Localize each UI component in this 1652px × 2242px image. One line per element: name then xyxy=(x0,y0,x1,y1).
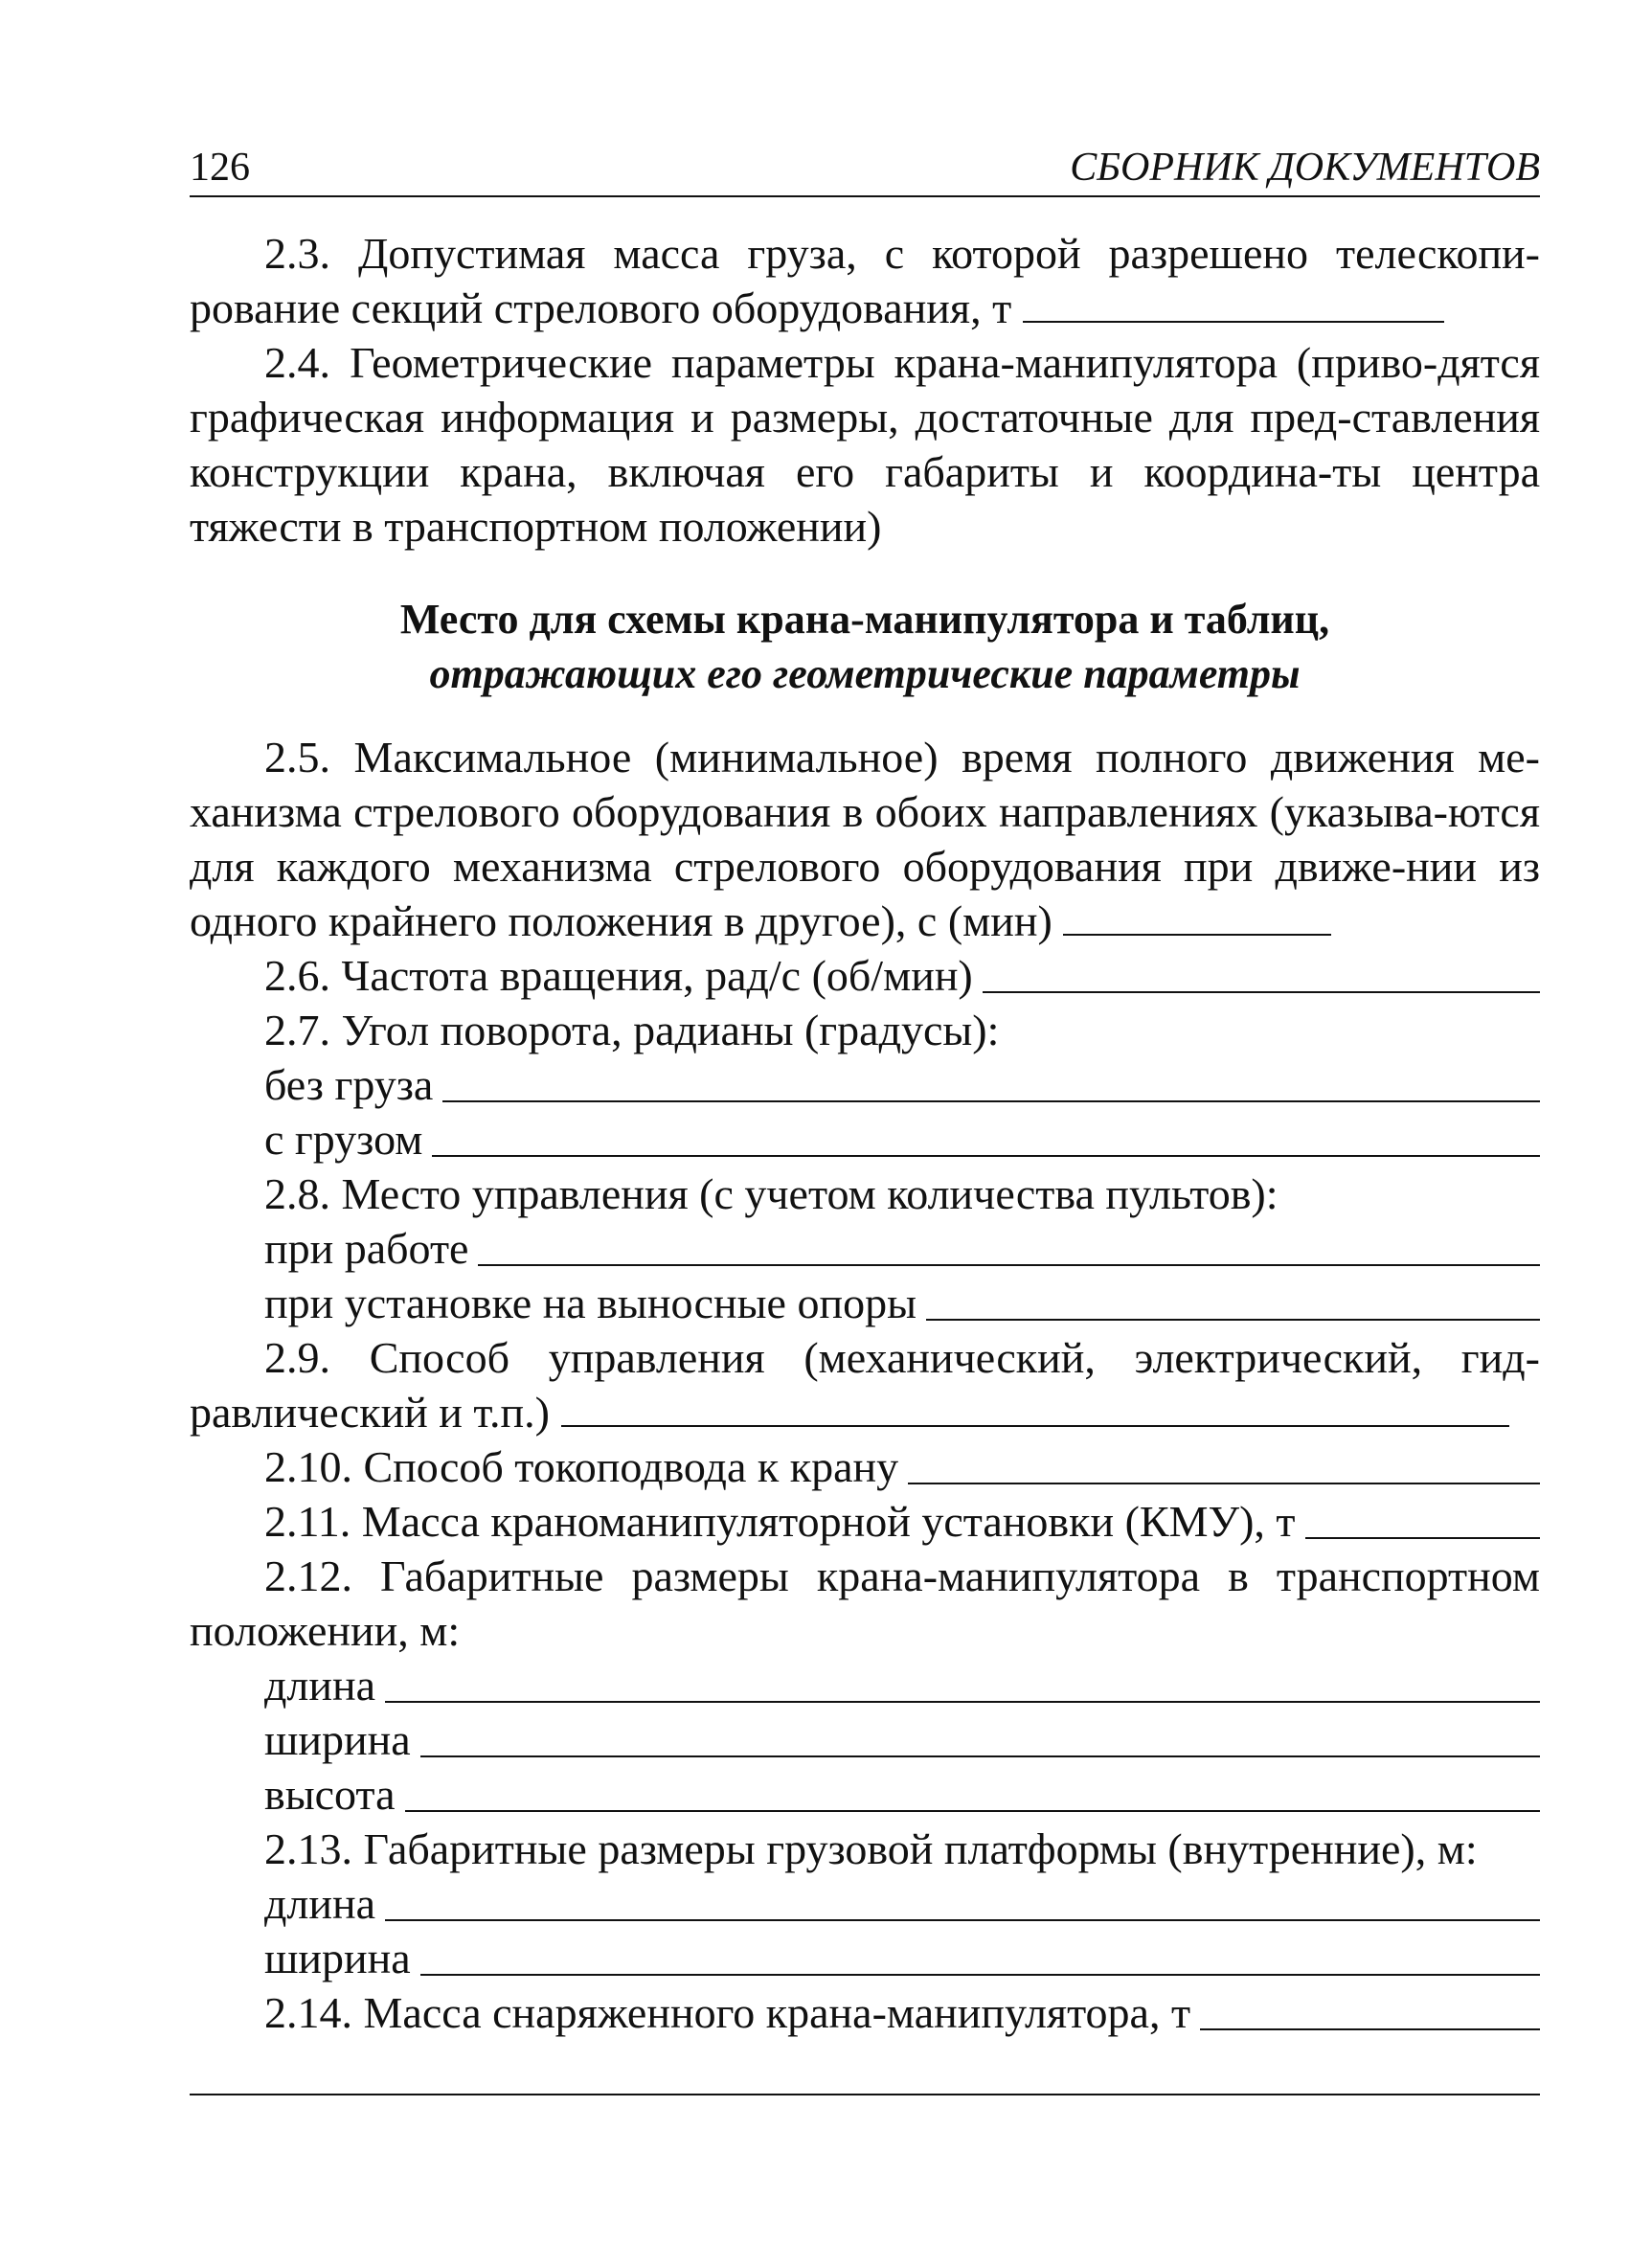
item-2-13-label: 2.13. Габаритные размеры грузовой платформы (внутренние), м: xyxy=(264,1824,1478,1873)
item-2-7 xyxy=(190,1003,1540,1057)
item-2-5 xyxy=(190,730,1540,948)
item-2-8-sub2-label: при установке на выносные опоры xyxy=(264,1279,917,1327)
document-page xyxy=(190,144,1540,2040)
item-2-12-sub3-blank[interactable] xyxy=(405,1810,1540,1812)
document-body xyxy=(190,226,1540,2040)
item-2-11 xyxy=(190,1494,1540,1549)
item-2-13 xyxy=(190,1822,1540,1876)
item-2-7-sub2-blank[interactable] xyxy=(432,1155,1540,1157)
item-2-3-blank[interactable] xyxy=(1023,321,1444,323)
item-2-7-sub1-label: без груза xyxy=(264,1060,434,1109)
item-2-12-height xyxy=(190,1767,1540,1822)
item-2-12-width xyxy=(190,1712,1540,1767)
running-title: СБОРНИК ДОКУМЕНТОВ xyxy=(1070,146,1540,190)
item-2-12-text: 2.12. Габаритные размеры крана-манипулятора в транспортном положении, м: xyxy=(190,1551,1540,1655)
item-2-8-sub1-label: при работе xyxy=(264,1224,469,1273)
footer-rule xyxy=(190,2094,1540,2095)
item-2-7-with-load xyxy=(190,1112,1540,1166)
item-2-12-sub1-blank[interactable] xyxy=(385,1701,1540,1703)
item-2-10 xyxy=(190,1439,1540,1494)
item-2-7-label: 2.7. Угол поворота, радианы (градусы): xyxy=(264,1006,1000,1054)
item-2-12-length xyxy=(190,1658,1540,1712)
item-2-12-sub2-label: ширина xyxy=(264,1715,411,1764)
scheme-heading-line2: отражающих его геометрические параметры xyxy=(429,650,1301,697)
item-2-6-label: 2.6. Частота вращения, рад/с (об/мин) xyxy=(264,951,973,1000)
page-number: 126 xyxy=(190,146,250,190)
item-2-12 xyxy=(190,1549,1540,1658)
item-2-8-outriggers xyxy=(190,1276,1540,1330)
item-2-13-sub1-blank[interactable] xyxy=(385,1919,1540,1921)
item-2-13-width xyxy=(190,1931,1540,1985)
item-2-7-sub1-blank[interactable] xyxy=(442,1100,1540,1102)
item-2-8-label: 2.8. Место управления (с учетом количества пультов): xyxy=(264,1169,1279,1218)
item-2-10-blank[interactable] xyxy=(908,1483,1540,1484)
item-2-12-sub3-label: высота xyxy=(264,1770,396,1819)
item-2-8-during-work xyxy=(190,1221,1540,1276)
item-2-13-sub1-label: длина xyxy=(264,1879,376,1928)
item-2-5-text: 2.5. Максимальное (минимальное) время полного движения ме-ханизма стрелового оборудования в обоих направлениях (указыва-ются для каждого механизма стрелового оборудования при движе-нии из одного крайнего положения в другое), с (мин) xyxy=(190,733,1540,945)
item-2-8-sub2-blank[interactable] xyxy=(926,1319,1540,1321)
item-2-13-sub2-blank[interactable] xyxy=(420,1974,1540,1976)
item-2-13-sub2-label: ширина xyxy=(264,1934,411,1982)
item-2-14 xyxy=(190,1985,1540,2040)
item-2-9 xyxy=(190,1330,1540,1439)
item-2-7-without-load xyxy=(190,1057,1540,1112)
item-2-6-blank[interactable] xyxy=(983,991,1540,993)
item-2-11-blank[interactable] xyxy=(1305,1537,1540,1539)
item-2-14-label: 2.14. Масса снаряженного крана-манипулятора, т xyxy=(264,1988,1191,2037)
scheme-placeholder-heading xyxy=(190,592,1540,701)
item-2-8-sub1-blank[interactable] xyxy=(478,1264,1540,1266)
item-2-11-label: 2.11. Масса краноманипуляторной установки (КМУ), т xyxy=(264,1497,1296,1546)
item-2-12-sub1-label: длина xyxy=(264,1661,376,1710)
item-2-7-sub2-label: с грузом xyxy=(264,1115,423,1164)
running-header xyxy=(190,144,1540,197)
item-2-4-text: 2.4. Геометрические параметры крана-манипулятора (приво-дятся графическая информация и размеры, достаточные для пред-ставления конструкции крана, включая его габариты и координа-ты центра тяжести в транспортном положении) xyxy=(190,338,1540,551)
item-2-9-blank[interactable] xyxy=(561,1425,1509,1427)
item-2-8 xyxy=(190,1166,1540,1221)
item-2-4 xyxy=(190,335,1540,554)
item-2-3-text: 2.3. Допустимая масса груза, с которой разрешено телескопи-рование секций стрелового оборудования, т xyxy=(190,229,1540,332)
item-2-10-label: 2.10. Способ токоподвода к крану xyxy=(264,1442,899,1491)
scheme-heading-line1: Место для схемы крана-манипулятора и таблиц, xyxy=(399,596,1330,643)
item-2-3 xyxy=(190,226,1540,335)
item-2-13-length xyxy=(190,1876,1540,1931)
item-2-5-blank[interactable] xyxy=(1063,934,1331,936)
item-2-14-blank[interactable] xyxy=(1200,2028,1540,2030)
item-2-12-sub2-blank[interactable] xyxy=(420,1755,1540,1757)
item-2-6 xyxy=(190,948,1540,1003)
item-2-9-text: 2.9. Способ управления (механический, электрический, гид-равлический и т.п.) xyxy=(190,1333,1540,1437)
